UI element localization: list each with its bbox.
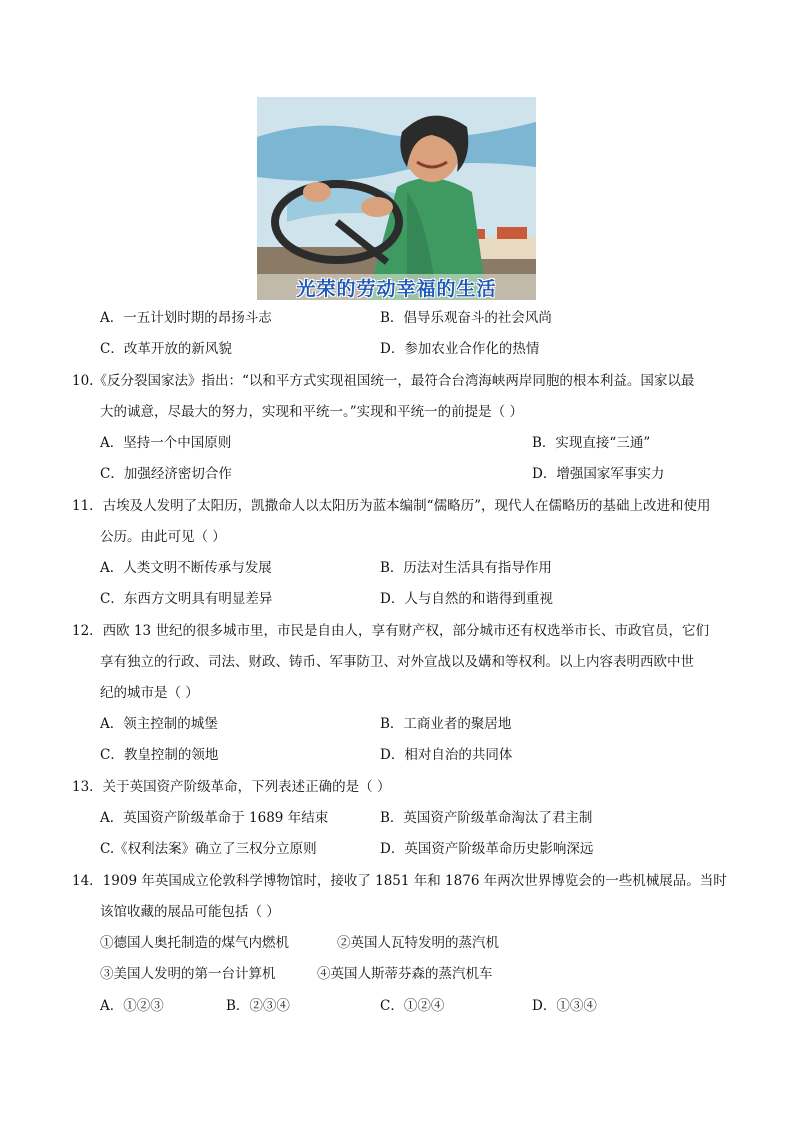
q14-item-4: ④英国人斯蒂芬森的蒸汽机车 xyxy=(317,966,493,982)
q11-stem-line2: 公历。由此可见（ ） xyxy=(100,529,226,545)
propaganda-poster xyxy=(257,97,536,300)
q13-option-d: D．英国资产阶级革命历史影响深远 xyxy=(380,841,594,857)
q9-option-b: B．倡导乐观奋斗的社会风尚 xyxy=(380,310,552,326)
q12-option-a: A．领主控制的城堡 xyxy=(100,716,218,732)
q14-option-c: C．①②④ xyxy=(380,998,445,1014)
q10-option-b: B．实现直接“三通” xyxy=(532,435,651,451)
q12-stem-line1: 12．西欧 13 世纪的很多城市里，市民是自由人，享有财产权，部分城市还有权选举市长、市政官员，它们 xyxy=(72,623,709,639)
q14-item-2: ②英国人瓦特发明的蒸汽机 xyxy=(337,935,499,951)
q12-option-b: B．工商业者的聚居地 xyxy=(380,716,512,732)
poster-caption: 光荣的劳动幸福的生活 xyxy=(257,274,536,300)
q10-stem-line1: 10.《反分裂国家法》指出：“以和平方式实现祖国统一，最符合台湾海峡两岸同胞的根本利益。国家以最 xyxy=(72,373,695,389)
q12-option-d: D．相对自治的共同体 xyxy=(380,747,513,763)
q11-option-d: D．人与自然的和谐得到重视 xyxy=(380,591,553,607)
q14-item-3: ③美国人发明的第一台计算机 xyxy=(100,966,276,982)
q14-stem-line2: 该馆收藏的展品可能包括（ ） xyxy=(100,904,280,920)
q11-option-b: B．历法对生活具有指导作用 xyxy=(380,560,552,576)
q10-option-d: D．增强国家军事实力 xyxy=(532,466,665,482)
q9-option-a: A．一五计划时期的昂扬斗志 xyxy=(100,310,272,326)
q11-stem-line1: 11．古埃及人发明了太阳历，凯撒命人以太阳历为蓝本编制“儒略历”，现代人在儒略历的基础上改进和使用 xyxy=(72,498,711,514)
q12-stem-line3: 纪的城市是（ ） xyxy=(100,685,199,701)
q14-option-a: A．①②③ xyxy=(100,998,164,1014)
q10-option-a: A．坚持一个中国原则 xyxy=(100,435,232,451)
q11-option-a: A．人类文明不断传承与发展 xyxy=(100,560,272,576)
q13-stem-line1: 13．关于英国资产阶级革命，下列表述正确的是（ ） xyxy=(72,779,391,795)
q13-option-a: A．英国资产阶级革命于 1689 年结束 xyxy=(100,810,329,826)
q14-option-b: B．②③④ xyxy=(226,998,290,1014)
q9-option-d: D．参加农业合作化的热情 xyxy=(380,341,540,357)
poster-illustration xyxy=(257,97,536,300)
q13-option-b: B．英国资产阶级革命淘汰了君主制 xyxy=(380,810,593,826)
q13-option-c: C.《权利法案》确立了三权分立原则 xyxy=(100,841,317,857)
q12-option-c: C．教皇控制的领地 xyxy=(100,747,219,763)
q12-stem-line2: 享有独立的行政、司法、财政、铸币、军事防卫、对外宣战以及媾和等权利。以上内容表明西欧中世 xyxy=(100,654,694,670)
q10-stem-line2: 大的诚意，尽最大的努力，实现和平统一。”实现和平统一的前提是（ ） xyxy=(100,404,523,420)
q14-stem-line1: 14．1909 年英国成立伦敦科学博物馆时，接收了 1851 年和 1876 年两次世界博览会的一些机械展品。当时 xyxy=(72,873,727,889)
q10-option-c: C．加强经济密切合作 xyxy=(100,466,232,482)
q14-option-d: D．①③④ xyxy=(532,998,597,1014)
q11-option-c: C．东西方文明具有明显差异 xyxy=(100,591,273,607)
q14-item-1: ①德国人奥托制造的煤气内燃机 xyxy=(100,935,289,951)
q9-option-c: C．改革开放的新风貌 xyxy=(100,341,232,357)
